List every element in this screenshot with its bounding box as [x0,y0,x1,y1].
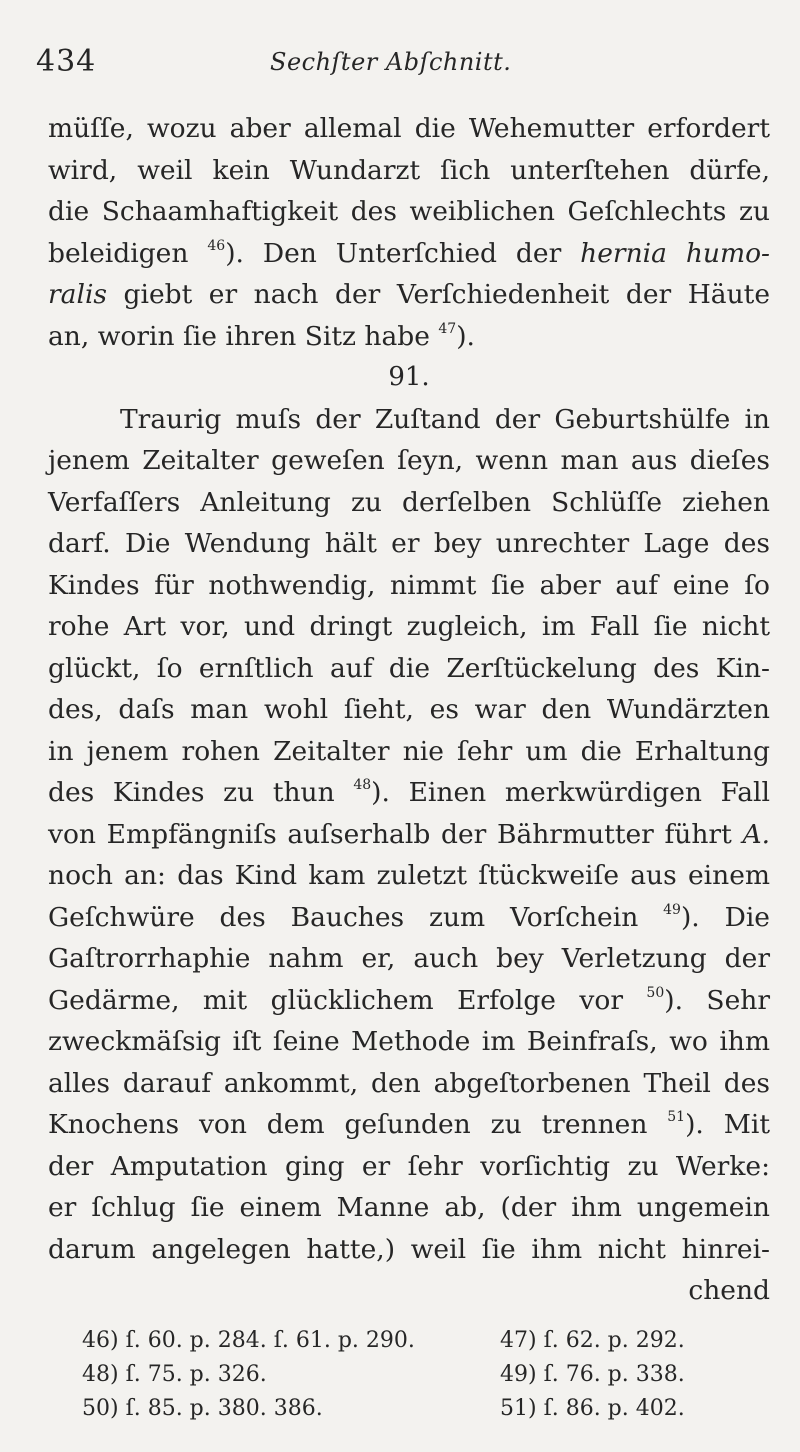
text-line: Verfaſſers Anleitung zu derſelben Schlüſſe ziehen [48,486,770,518]
text-line: Gedärme, mit glücklichem Erfolge vor $^{50}$). Sehr [48,984,770,1016]
author-initial: A. [742,818,770,850]
footnote-line [82,1324,772,1358]
text-line: der Amputation ging er ſehr vorſichtig zu Werke: [48,1150,770,1182]
text-line: alles darauf ankommt, den abgeſtorbenen Theil des [48,1067,770,1099]
text-line: die Schaamhaftigkeit des weiblichen Geſchlechts zu [48,196,770,227]
body-text [48,108,770,1312]
footnote-line [82,1358,772,1392]
text-line: von Empfängniſs auſserhalb der Bährmutter führt A. [48,818,770,850]
footnote: 48) ſ. 75. p. 326. [82,1362,267,1387]
text-line: des, daſs man wohl ſieht, es war den Wundärzten [48,694,770,725]
page-number: 434 [36,44,97,79]
page-header [36,44,776,84]
footnote: 51) ſ. 86. p. 402. [500,1396,685,1421]
footnote-ref: 47 [438,320,457,337]
footnote: 49) ſ. 76. p. 338. [500,1362,685,1387]
text-line: wird, weil kein Wundarzt ſich unterſtehen dürfe, [48,154,770,186]
footnote-ref: 46 [207,237,226,254]
footnote-line [82,1392,772,1426]
footnote-ref: 48 [353,777,372,793]
running-title: Sechſter Abſchnitt. [270,48,512,76]
section-number: 91. [388,362,430,392]
text-line: müſſe, wozu aber allemal die Wehemutter erfordert [48,113,770,144]
text-line: darum angelegen hatte,) weil ſie ihm nicht hinrei- [48,1233,770,1265]
footnote: 47) ſ. 62. p. 292. [500,1328,685,1353]
footnote-ref: 50 [646,984,665,1001]
footnote-ref: 49 [663,901,681,918]
text-line: Gaſtrorrhaphie nahm er, auch bey Verletzung der [48,943,770,974]
text-line: Knochens von dem geſunden zu trennen $^{51}$). Mit [48,1109,770,1140]
text-line: jenem Zeitalter geweſen ſeyn, wenn man aus dieſes [48,445,770,476]
footnote: 46) ſ. 60. p. 284. ſ. 61. p. 290. [82,1328,415,1353]
text-line: in jenem rohen Zeitalter nie ſehr um die Erhaltung [48,735,770,767]
text-line: beleidigen $^{46}$). Den Unterſchied der hernia humo- [48,237,770,269]
text-line: er ſchlug ſie einem Manne ab, (der ihm ungemein [48,1192,770,1223]
text-line: an, worin ſie ihren Sitz habe $^{47}$). [48,320,475,352]
text-line: glückt, ſo ernſtlich auf die Zerſtückelung des Kin- [48,652,770,684]
text-line: des Kindes zu thun $^{48}$). Einen merkwürdigen Fall [48,777,770,808]
text-line: Geſchwüre des Bauches zum Vorſchein $^{49}$). Die [48,901,770,933]
catchword: chend [688,1275,770,1306]
text-line: zweckmäſsig iſt ſeine Methode im Beinfraſs, wo ihm [48,1026,770,1057]
footnote: 50) ſ. 85. p. 380. 386. [82,1396,323,1421]
text-line: Kindes für nothwendig, nimmt ſie aber auf eine ſo [48,569,770,601]
footnote-ref: 51 [667,1109,686,1125]
text-line: rohe Art vor, und dringt zugleich, im Fall ſie nicht [48,611,770,642]
latin-term: ralis [48,279,108,310]
text-line: Traurig muſs der Zuſtand der Geburtshülfe in [120,403,770,435]
text-line: noch an: das Kind kam zuletzt ſtückweiſe aus einem [48,860,770,891]
text-line: ralis giebt er nach der Verſchiedenheit der Häute [48,279,770,310]
footnotes [82,1324,772,1426]
text-line: darf. Die Wendung hält er bey unrechter Lage des [48,528,770,559]
latin-term: hernia humo- [580,237,770,269]
